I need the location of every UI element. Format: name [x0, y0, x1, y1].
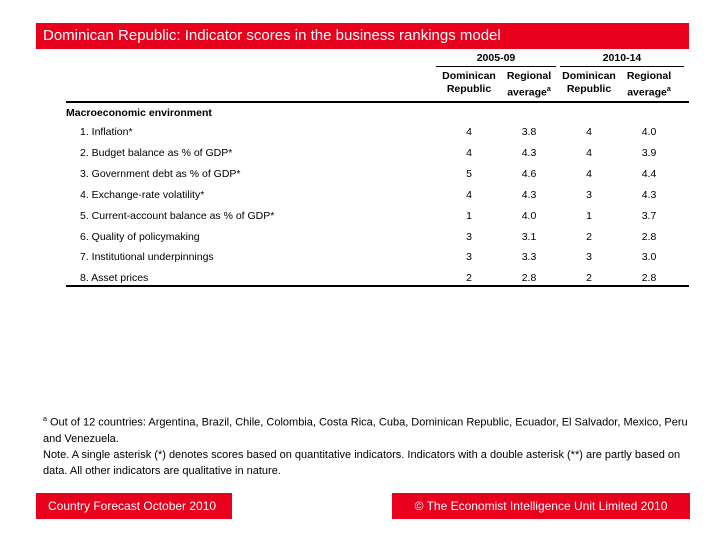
score-cell: 3.0 [641, 251, 657, 263]
column-header-line: Dominican [442, 70, 496, 82]
score-cell: 4.0 [521, 210, 537, 222]
row-label: 7. Institutional underpinnings [80, 251, 214, 263]
page-title: Dominican Republic: Indicator scores in the business rankings model [36, 23, 689, 49]
section-heading: Macroeconomic environment [66, 107, 212, 119]
score-cell: 4 [586, 147, 592, 159]
score-cell: 3.9 [641, 147, 657, 159]
table-row [66, 164, 689, 184]
footer-copyright: © The Economist Intelligence Unit Limited 2010 [392, 493, 690, 519]
score-cell: 3 [466, 251, 472, 263]
column-header-dr-2005 [439, 70, 499, 96]
score-cell: 4.3 [521, 147, 537, 159]
score-cell: 3.7 [641, 210, 657, 222]
score-cell: 4.0 [641, 126, 657, 138]
table-row [66, 227, 689, 247]
column-header-line [499, 83, 559, 100]
score-cell: 5 [466, 168, 472, 180]
column-header-regional-2005 [499, 70, 559, 100]
table-row [66, 206, 689, 226]
score-cell: 4 [466, 126, 472, 138]
column-header-line: Republic [446, 83, 492, 95]
row-label: 4. Exchange-rate volatility* [80, 189, 205, 201]
row-label: 5. Current-account balance as % of GDP* [80, 210, 275, 222]
column-header-line: Dominican [562, 70, 616, 82]
column-header-text: average [627, 86, 667, 99]
row-label: 6. Quality of policymaking [80, 231, 200, 243]
score-cell: 2.8 [641, 272, 657, 284]
score-cell: 3 [586, 251, 592, 263]
score-cell: 1 [586, 210, 592, 222]
score-cell: 4.3 [641, 189, 657, 201]
footnote [43, 412, 693, 447]
table-row [66, 122, 689, 142]
column-header-line: Republic [566, 83, 612, 95]
footer-publication: Country Forecast October 2010 [36, 493, 232, 519]
table-bottom-rule [66, 285, 689, 287]
footnote-marker: a [666, 86, 671, 93]
score-cell: 4 [586, 126, 592, 138]
row-label: 2. Budget balance as % of GDP* [80, 147, 233, 159]
score-cell: 3 [586, 189, 592, 201]
score-cell: 4.4 [641, 168, 657, 180]
score-cell: 1 [466, 210, 472, 222]
column-header-line: Regional [506, 70, 552, 82]
score-cell: 4 [586, 168, 592, 180]
score-cell: 2.8 [641, 231, 657, 243]
header-rule [560, 66, 684, 67]
note-text: Note. A single asterisk (*) denotes scores based on quantitative indicators. Indicators with a double asterisk (**) are partly based on data. All other indicators are qualitative in nature. [43, 449, 681, 477]
column-header-regional-2010 [619, 70, 679, 100]
footnote-marker: a [546, 86, 551, 93]
score-cell: 3 [466, 231, 472, 243]
score-cell: 4 [466, 147, 472, 159]
table-row [66, 185, 689, 205]
column-header-line [619, 83, 679, 100]
period-label: 2010-14 [602, 52, 642, 64]
footnote-text: Out of 12 countries: Argentina, Brazil, Chile, Colombia, Costa Rica, Cuba, Dominican Republic, Ecuador, El Salvador, Mexico, Peru and Venezuela. [43, 416, 688, 445]
column-header-dr-2010 [559, 70, 619, 96]
row-label: 3. Government debt as % of GDP* [80, 168, 241, 180]
header-rule [436, 66, 556, 67]
footnote-marker: a [43, 416, 47, 423]
row-label: 1. Inflation* [80, 126, 133, 138]
table-top-rule [66, 101, 689, 103]
score-cell: 4 [466, 189, 472, 201]
score-cell: 3.3 [521, 251, 537, 263]
score-cell: 2 [586, 231, 592, 243]
row-label: 8. Asset prices [80, 272, 149, 284]
column-header-line: Regional [626, 70, 672, 82]
score-cell: 2 [466, 272, 472, 284]
score-cell: 4.6 [521, 168, 537, 180]
score-cell: 3.1 [521, 231, 537, 243]
period-header-2005-09 [436, 52, 556, 64]
column-header-text: average [507, 86, 547, 99]
score-cell: 2.8 [521, 272, 537, 284]
period-label: 2005-09 [476, 52, 516, 64]
table-row [66, 247, 689, 267]
score-cell: 3.8 [521, 126, 537, 138]
score-cell: 2 [586, 272, 592, 284]
period-header-2010-14 [560, 52, 684, 64]
score-cell: 4.3 [521, 189, 537, 201]
table-row [66, 143, 689, 163]
